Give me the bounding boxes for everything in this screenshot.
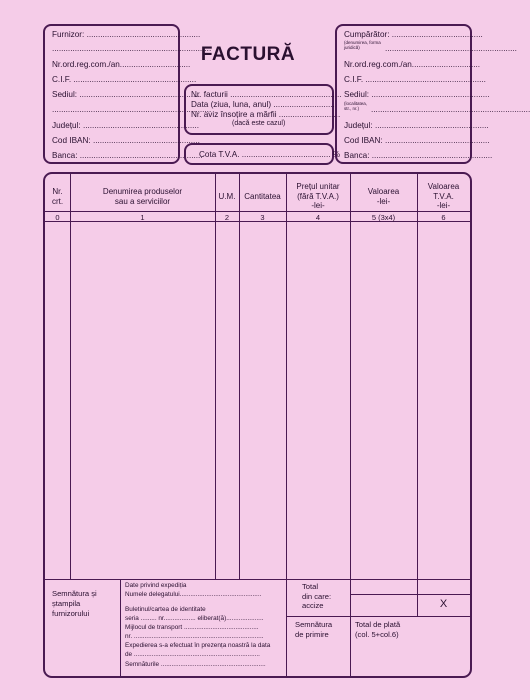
expedition-id-series: seria ......... nr.................. eliberat(ă)..................... — [125, 615, 264, 622]
payment-total-label: Total de plată (col. 5+col.6) — [355, 620, 401, 639]
buyer-name-line: Cumpărător: ........................................ — [344, 30, 483, 39]
page-title: FACTURĂ — [200, 44, 296, 65]
invoice-info-box — [184, 84, 342, 135]
expedition-date: de ....................................................................... — [125, 651, 260, 658]
header-unit: U.M. — [218, 192, 236, 201]
expedition-delegate: Numele delegatului.............................................. — [125, 591, 262, 598]
supplier-seat-line-2: ...................................................................... — [52, 105, 212, 114]
buyer-cif-line: C.I.F. ..................................................... — [344, 75, 486, 84]
header-vat-value: Valoarea T.V.A. -lei- — [427, 182, 460, 210]
buyer-iban-line: Cod IBAN: .............................................. — [344, 136, 490, 145]
buyer-seat-note: (localitatea, str., nr.) — [344, 101, 368, 111]
buyer-county-line: Județul: .................................................. — [344, 121, 489, 130]
colnum-1: 1 — [140, 213, 145, 222]
supplier-reg-line: Nr.ord.reg.com./an............................... — [52, 60, 191, 69]
vat-rate-line: Cota T.V.A. ....................................... % — [199, 150, 341, 159]
expedition-presence: Expedierea s-a efectuat în prezența noastră la data — [125, 642, 271, 649]
header-nr-crt: Nr. crt. — [51, 187, 64, 206]
items-table — [43, 172, 472, 678]
buyer-reg-line: Nr.ord.reg.com./an.............................. — [344, 60, 481, 69]
supplier-name-line-2: ...................................................................... — [52, 44, 212, 53]
header-description: Denumirea produselor sau a serviciilor — [102, 187, 183, 206]
table-grid — [45, 174, 470, 579]
buyer-name-line-2: .......................................................... — [385, 44, 517, 53]
supplier-box — [43, 24, 212, 164]
expedition-signatures: Semnăturile ........................................................... — [125, 661, 266, 668]
x-mark: X — [439, 598, 448, 610]
colnum-3: 3 — [260, 213, 265, 222]
colnum-2: 2 — [224, 213, 230, 222]
supplier-iban-line: Cod IBAN: ............................................... — [52, 136, 200, 145]
expedition-id-card: Buletinul/cartea de identitate — [125, 606, 206, 613]
colnum-6: 6 — [441, 213, 446, 222]
buyer-name-note: (denumirea, forma juridică) — [344, 40, 381, 50]
expedition-title: Date privind expediția — [125, 582, 187, 589]
colnum-5: 5 (3x4) — [371, 213, 396, 222]
buyer-box — [335, 24, 530, 164]
expedition-transport: Mijlocul de transport .......................................... — [125, 624, 259, 631]
buyer-bank-line: Banca: ..................................................... — [344, 151, 493, 160]
colnum-0: 0 — [55, 213, 60, 222]
invoice-notice-note: (dacă este cazul) — [232, 120, 286, 127]
invoice-number-line: Nr. facturii ................................................. — [191, 90, 342, 99]
expedition-transport-nr: nr. ......................................................................... — [125, 633, 264, 640]
supplier-cif-line: C.I.F. ...................................................... — [52, 75, 197, 84]
header-quantity: Cantitatea — [244, 192, 281, 201]
supplier-seat-line: Sediul: ..................................................... — [52, 90, 200, 99]
supplier-signature-label: Semnătura și ștampila furnizorului — [52, 589, 97, 618]
header-value: Valoarea -lei- — [367, 187, 400, 206]
supplier-name-line: Furnizor: .................................................. — [52, 30, 201, 39]
vat-rate-box — [184, 143, 341, 165]
invoice-notice-line: Nr. aviz însoțire a mărfii ........................... — [191, 110, 341, 119]
supplier-bank-line: Banca: ...................................................... — [52, 151, 203, 160]
colnum-4: 4 — [315, 213, 321, 222]
total-label: Total din care: accize — [302, 582, 332, 610]
header-unit-price: Prețul unitar (fără T.V.A.) -lei- — [296, 182, 340, 210]
buyer-seat-line-2: ...................................................................... — [371, 105, 530, 114]
table-footer — [45, 579, 470, 677]
buyer-seat-line: Sediul: .................................................... — [344, 90, 490, 99]
invoice-date-line: Data (ziua, luna, anul) ............................ — [191, 100, 338, 109]
receipt-signature-label: Semnătura de primire — [295, 620, 333, 639]
supplier-county-line: Județul: ................................................... — [52, 121, 199, 130]
